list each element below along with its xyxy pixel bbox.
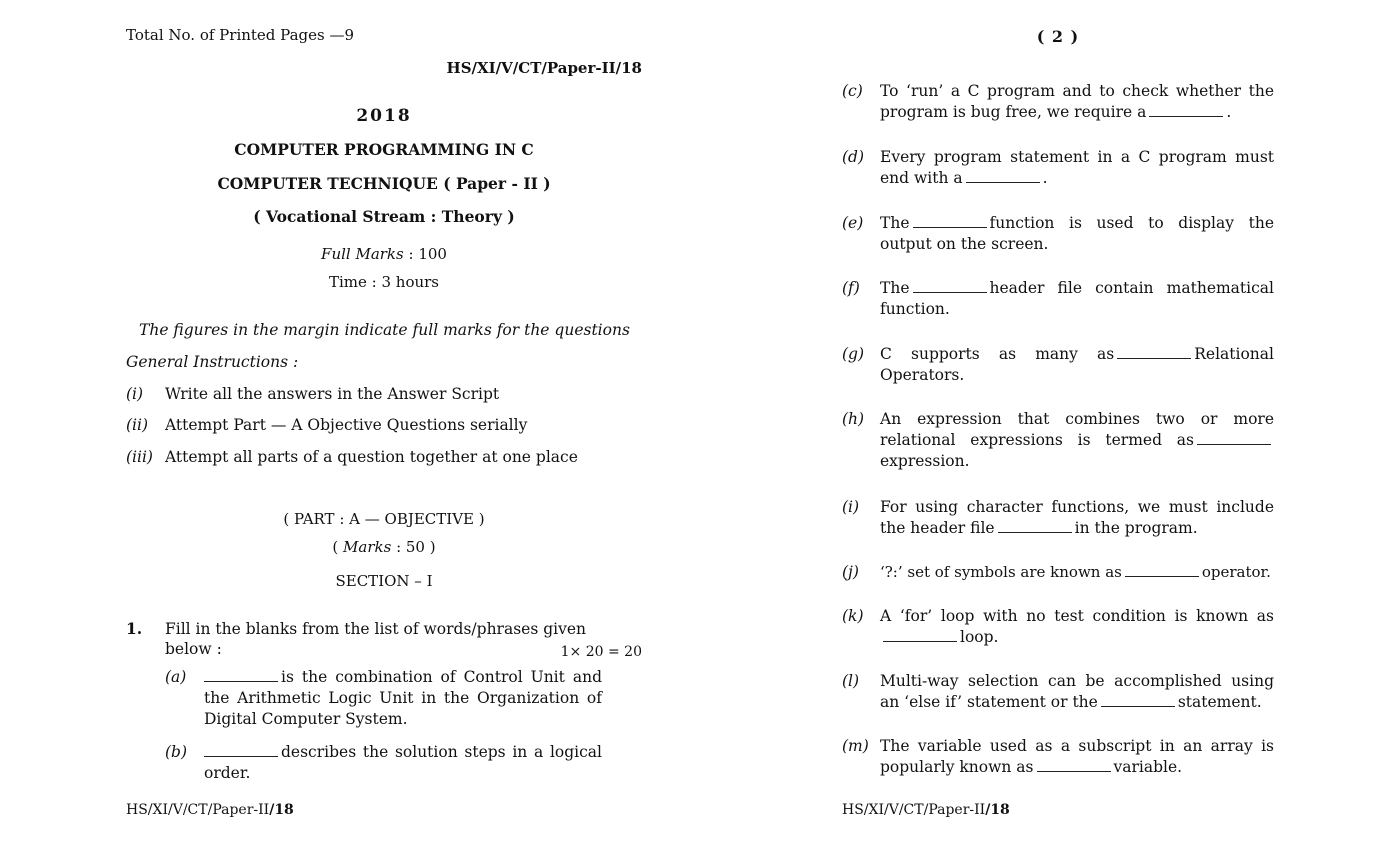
question-item: [842, 562, 1274, 584]
answer-blank[interactable]: [204, 744, 278, 757]
item-text-before: C supports as many as: [880, 345, 1115, 363]
answer-blank[interactable]: [1101, 694, 1175, 707]
item-text: [880, 671, 1274, 713]
item-text-after: in the program.: [1074, 519, 1198, 537]
question-item: [842, 497, 1274, 541]
item-text-before: An expression that combines two or more relational expressions is termed as: [880, 410, 1274, 449]
section-heading: SECTION – I: [335, 572, 433, 590]
question-marks: 1× 20 = 20: [560, 644, 642, 660]
instruction-number: (iii): [126, 448, 153, 466]
instruction-number: (i): [126, 385, 144, 403]
page-number: ( 2 ): [1036, 27, 1080, 46]
full-marks-label: Full Marks: [321, 245, 404, 263]
footer-code-prefix: HS/XI/V/CT/Paper-II: [126, 802, 270, 818]
item-text: [204, 742, 602, 784]
answer-blank[interactable]: [204, 669, 278, 682]
item-text: [204, 667, 602, 730]
general-instructions-heading: General Instructions :: [126, 353, 299, 371]
item-text: [880, 344, 1274, 386]
item-text-after: .: [1226, 103, 1232, 121]
printed-pages-count: Total No. of Printed Pages —9: [126, 26, 355, 44]
item-text-after: Relational Operators.: [880, 345, 1274, 384]
item-label: (e): [842, 214, 864, 232]
item-text-after: loop.: [960, 628, 999, 646]
item-text-before: For using character functions, we must include the header file: [880, 498, 1274, 537]
instruction-text: Attempt Part — A Objective Questions serially: [165, 416, 528, 434]
question-item: [842, 736, 1274, 780]
item-text-before: The: [880, 279, 910, 297]
footer-paper-code: [842, 802, 1010, 818]
answer-blank[interactable]: [913, 280, 987, 293]
paper-title: COMPUTER TECHNIQUE ( Paper - II ): [217, 174, 551, 193]
footer-paper-code: [126, 802, 294, 818]
question-item: [842, 81, 1274, 125]
paper-code: HS/XI/V/CT/Paper-II/18: [446, 59, 642, 77]
question-item: [842, 671, 1274, 715]
item-text-after: statement.: [1177, 693, 1262, 711]
item-label: (d): [842, 148, 865, 166]
item-text: [880, 213, 1274, 255]
question-item: [842, 344, 1274, 388]
item-label: (i): [842, 498, 860, 516]
question-item: [842, 147, 1274, 191]
footer-code-prefix: HS/XI/V/CT/Paper-II: [842, 802, 986, 818]
item-label: (l): [842, 672, 860, 690]
instruction-number: (ii): [126, 416, 149, 434]
part-marks: [126, 538, 642, 556]
item-text: [880, 497, 1274, 539]
item-text: [880, 736, 1274, 778]
item-label: (b): [165, 743, 188, 761]
instruction-item: [126, 448, 578, 466]
item-text-before: Multi-way selection can be accomplished using an ‘else if’ statement or the: [880, 672, 1274, 711]
item-label: (g): [842, 345, 865, 363]
exam-time: Time : 3 hours: [328, 273, 440, 291]
item-text: [880, 278, 1274, 320]
question-item: [842, 606, 1274, 650]
item-text-after: function is used to display the output on the screen.: [880, 214, 1274, 253]
answer-blank[interactable]: [1149, 104, 1223, 117]
item-text-after: operator.: [1201, 563, 1271, 581]
item-text-after: is the combination of Control Unit and the Arithmetic Logic Unit in the Organization of Digital Computer System.: [204, 668, 602, 728]
item-label: (m): [842, 737, 869, 755]
question-item: [165, 742, 602, 786]
item-text: [880, 409, 1274, 472]
exam-page-1: [126, 0, 642, 850]
part-heading: ( PART : A — OBJECTIVE ): [283, 510, 485, 528]
marks-label: Marks: [343, 538, 392, 556]
item-text-before: Every program statement in a C program must end with a: [880, 148, 1274, 187]
question-number: 1.: [126, 619, 143, 638]
stream-title: ( Vocational Stream : Theory ): [253, 207, 515, 226]
answer-blank[interactable]: [913, 215, 987, 228]
instruction-item: [126, 385, 499, 403]
answer-blank[interactable]: [1117, 346, 1191, 359]
item-text-before: To ‘run’ a C program and to check whether the program is bug free, we require a: [880, 82, 1274, 121]
item-label: (c): [842, 82, 863, 100]
answer-blank[interactable]: [883, 629, 957, 642]
item-label: (f): [842, 279, 860, 297]
instruction-text: Write all the answers in the Answer Script: [165, 385, 500, 403]
item-text-after: header file contain mathematical function.: [880, 279, 1274, 318]
item-text: [880, 147, 1274, 189]
exam-year: 2018: [356, 106, 412, 126]
question-item: [842, 409, 1274, 475]
item-label: (j): [842, 563, 859, 581]
figures-note: The figures in the margin indicate full marks for the questions: [139, 321, 630, 339]
item-text-before: The variable used as a subscript in an array is popularly known as: [880, 737, 1274, 776]
item-label: (k): [842, 607, 864, 625]
footer-code-suffix: /18: [985, 802, 1010, 818]
full-marks-value: : 100: [403, 245, 447, 263]
answer-blank[interactable]: [966, 170, 1040, 183]
item-text-before: The: [880, 214, 910, 232]
answer-blank[interactable]: [1125, 564, 1199, 577]
item-text-before: ‘?:’ set of symbols are known as: [880, 563, 1122, 581]
exam-page-2: [842, 0, 1274, 850]
item-text-before: A ‘for’ loop with no test condition is known as: [880, 607, 1274, 625]
question-item: [165, 667, 602, 729]
item-text-after: .: [1042, 169, 1048, 187]
subject-title: COMPUTER PROGRAMMING IN C: [234, 140, 534, 159]
footer-code-suffix: /18: [269, 802, 294, 818]
answer-blank[interactable]: [1037, 759, 1111, 772]
full-marks: [126, 245, 642, 263]
instruction-item: [126, 416, 527, 434]
item-text: [880, 606, 1274, 648]
item-text: [880, 81, 1274, 123]
answer-blank[interactable]: [1197, 432, 1271, 445]
question-item: [842, 213, 1274, 257]
marks-value: : 50 ): [391, 538, 436, 556]
item-label: (a): [165, 668, 187, 686]
question-item: [842, 278, 1274, 322]
instruction-text: Attempt all parts of a question together at one place: [165, 448, 578, 466]
item-text-after: describes the solution steps in a logical order.: [204, 743, 602, 782]
item-text-after: variable.: [1113, 758, 1183, 776]
item-text: [880, 562, 1274, 583]
marks-open: (: [332, 538, 344, 556]
answer-blank[interactable]: [998, 520, 1072, 533]
item-text-after: expression.: [880, 452, 970, 470]
item-label: (h): [842, 410, 865, 428]
question-text: Fill in the blanks from the list of words/phrases given below :: [165, 620, 587, 658]
